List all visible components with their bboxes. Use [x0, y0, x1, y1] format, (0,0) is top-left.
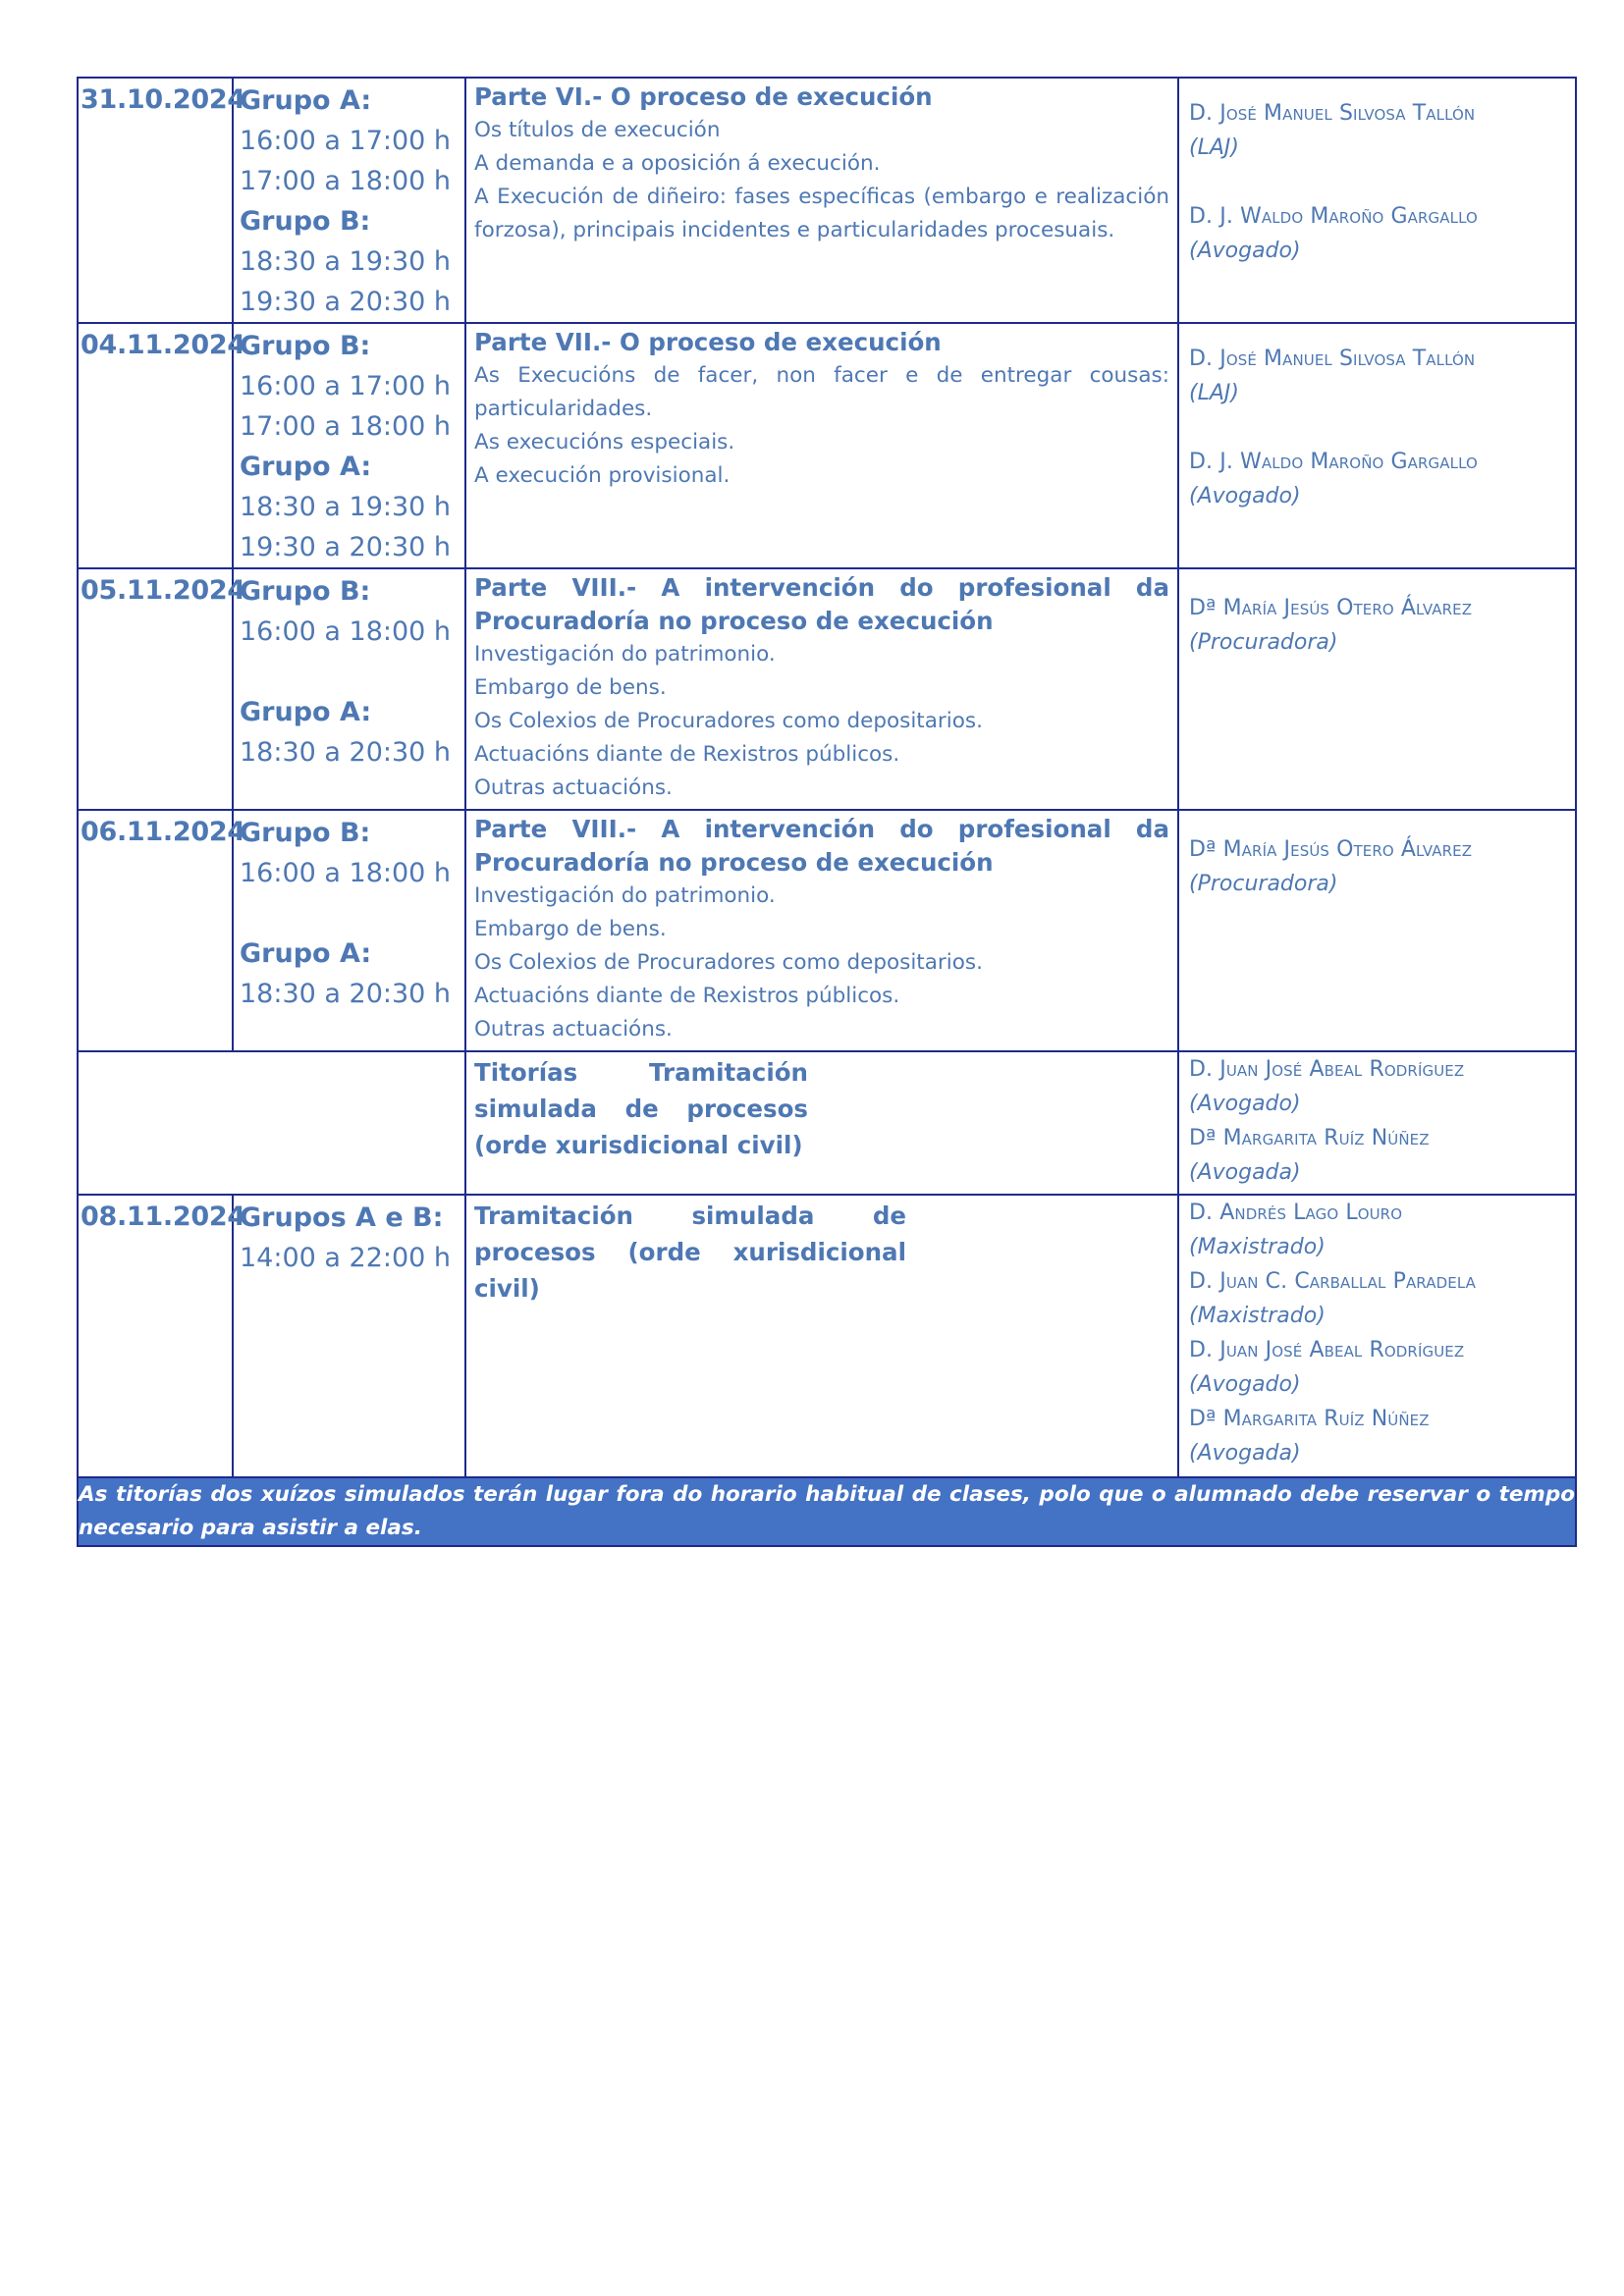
- topic-line: A execución provisional.: [474, 463, 731, 488]
- time-slot: 16:00 a 17:00 h: [240, 126, 452, 156]
- session-title: Titorías Tramitación simulada de procesos (orde xurisdicional civil): [474, 1058, 808, 1159]
- topic-line: As execucións especiais.: [474, 430, 735, 454]
- topic-line: Actuacións diante de Rexistros públicos.: [474, 984, 900, 1008]
- group-label: Grupo A:: [240, 452, 372, 482]
- teacher-cell: [1178, 78, 1576, 323]
- teacher-name: D. J. Waldo Maroño Gargallo: [1189, 204, 1478, 229]
- time-cell: [233, 1195, 465, 1477]
- topic-line: Embargo de bens.: [474, 675, 667, 700]
- time-slot: 19:30 a 20:30 h: [240, 532, 452, 562]
- time-slot: 18:30 a 20:30 h: [240, 737, 452, 768]
- time-slot: 19:30 a 20:30 h: [240, 287, 452, 317]
- topic-line: Outras actuacións.: [474, 1017, 673, 1041]
- schedule-row: [78, 568, 1576, 810]
- session-date: 04.11.2024: [81, 330, 245, 360]
- topic-line: A Execución de diñeiro: fases específicas (embargo e realización forzosa), principais incidentes e particularidades procesuais.: [474, 185, 1169, 242]
- teacher-name: Dª María Jesús Otero Álvarez: [1189, 837, 1473, 862]
- teacher-role: (LAJ): [1189, 135, 1239, 160]
- footer-note: As titorías dos xuízos simulados terán lugar fora do horario habitual de clases, polo que o alumnado debe reservar o tempo necesario para asistir a elas.: [78, 1477, 1576, 1546]
- teacher-role: (Procuradora): [1189, 630, 1338, 655]
- teacher-name: D. Andrés Lago Louro: [1189, 1201, 1403, 1225]
- topic-line: A demanda e a oposición á execución.: [474, 151, 881, 176]
- topic-cell: [465, 568, 1178, 810]
- time-slot: 16:00 a 18:00 h: [240, 616, 452, 647]
- time-cell: [233, 323, 465, 568]
- teacher-role: (Avogado): [1189, 1092, 1301, 1116]
- teacher-cell: [1178, 323, 1576, 568]
- group-label: Grupo B:: [240, 206, 371, 237]
- teacher-name: D. Juan José Abeal Rodríguez: [1189, 1057, 1465, 1082]
- teacher-role: (Avogado): [1189, 484, 1301, 508]
- schedule-row: [78, 323, 1576, 568]
- schedule-row: [78, 1195, 1576, 1477]
- time-cell: [233, 78, 465, 323]
- teacher-name: Dª Margarita Ruíz Núñez: [1189, 1126, 1430, 1150]
- topic-cell: [465, 1051, 1178, 1195]
- teacher-role: (LAJ): [1189, 381, 1239, 405]
- teacher-name: D. José Manuel Silvosa Tallón: [1189, 101, 1476, 126]
- teacher-role: (Avogado): [1189, 1372, 1301, 1397]
- topic-cell: [465, 323, 1178, 568]
- session-date: 06.11.2024: [81, 817, 245, 847]
- teacher-role: (Avogado): [1189, 239, 1301, 263]
- session-date: 05.11.2024: [81, 575, 245, 606]
- date-cell: [78, 810, 245, 1051]
- teacher-cell: [1178, 1195, 1576, 1477]
- teacher-role: (Avogada): [1189, 1160, 1301, 1185]
- topic-line: Os Colexios de Procuradores como depositarios.: [474, 709, 983, 733]
- note-row: [78, 1477, 1576, 1546]
- date-cell: [78, 78, 245, 323]
- teacher-cell: [1178, 568, 1576, 810]
- schedule-row: [78, 1051, 1576, 1195]
- topic-line: Investigación do patrimonio.: [474, 883, 776, 908]
- teacher-name: D. Juan José Abeal Rodríguez: [1189, 1338, 1465, 1362]
- group-label: Grupo B:: [240, 331, 371, 361]
- topic-line: Actuacións diante de Rexistros públicos.: [474, 742, 900, 767]
- time-slot: 14:00 a 22:00 h: [240, 1243, 452, 1273]
- date-cell: [78, 568, 245, 810]
- time-slot: 18:30 a 20:30 h: [240, 979, 452, 1009]
- time-cell: [233, 810, 465, 1051]
- time-slot: 18:30 a 19:30 h: [240, 492, 452, 522]
- schedule-row: [78, 810, 1576, 1051]
- session-title: Tramitación simulada de procesos (orde xurisdicional civil): [474, 1201, 906, 1303]
- schedule-row: [78, 78, 1576, 323]
- time-slot: 16:00 a 17:00 h: [240, 371, 452, 401]
- time-slot: 17:00 a 18:00 h: [240, 166, 452, 196]
- session-title: Parte VIII.- A intervención do profesional da Procuradoría no proceso de execución: [474, 815, 1169, 877]
- teacher-name: Dª Margarita Ruíz Núñez: [1189, 1407, 1430, 1431]
- topic-line: Os Colexios de Procuradores como depositarios.: [474, 950, 983, 975]
- teacher-name: D. Juan C. Carballal Paradela: [1189, 1269, 1476, 1294]
- group-label: Grupo A:: [240, 697, 372, 727]
- time-slot: 17:00 a 18:00 h: [240, 411, 452, 442]
- topic-line: Embargo de bens.: [474, 917, 667, 941]
- empty-cell: [78, 1051, 465, 1195]
- teacher-name: D. J. Waldo Maroño Gargallo: [1189, 450, 1478, 474]
- session-title: Parte VIII.- A intervención do profesional da Procuradoría no proceso de execución: [474, 573, 1169, 635]
- session-title: Parte VII.- O proceso de execución: [474, 328, 942, 356]
- group-label: Grupo B:: [240, 818, 371, 848]
- topic-line: Investigación do patrimonio.: [474, 642, 776, 667]
- teacher-name: Dª María Jesús Otero Álvarez: [1189, 596, 1473, 620]
- schedule-table: [77, 77, 1577, 1547]
- topic-line: Outras actuacións.: [474, 775, 673, 800]
- topic-line: Os títulos de execución: [474, 118, 721, 142]
- teacher-role: (Avogada): [1189, 1441, 1301, 1466]
- group-label: Grupo A:: [240, 85, 372, 116]
- group-label: Grupo B:: [240, 576, 371, 607]
- session-date: 08.11.2024: [81, 1201, 245, 1232]
- group-label: Grupo A:: [240, 938, 372, 969]
- teacher-role: (Procuradora): [1189, 872, 1338, 896]
- date-cell: [78, 1195, 245, 1477]
- teacher-name: D. José Manuel Silvosa Tallón: [1189, 347, 1476, 371]
- time-slot: 16:00 a 18:00 h: [240, 858, 452, 888]
- teacher-role: (Maxistrado): [1189, 1235, 1326, 1259]
- topic-cell: [465, 810, 1178, 1051]
- teacher-role: (Maxistrado): [1189, 1304, 1326, 1328]
- time-slot: 18:30 a 19:30 h: [240, 246, 452, 277]
- teacher-cell: [1178, 810, 1576, 1051]
- session-title: Parte VI.- O proceso de execución: [474, 82, 933, 111]
- session-date: 31.10.2024: [81, 84, 245, 115]
- topic-cell: [465, 1195, 1178, 1477]
- topic-cell: [465, 78, 1178, 323]
- date-cell: [78, 323, 245, 568]
- group-label: Grupos A e B:: [240, 1202, 444, 1233]
- topic-line: As Execucións de facer, non facer e de entregar cousas: particularidades.: [474, 363, 1169, 421]
- teacher-cell: [1178, 1051, 1576, 1195]
- time-cell: [233, 568, 465, 810]
